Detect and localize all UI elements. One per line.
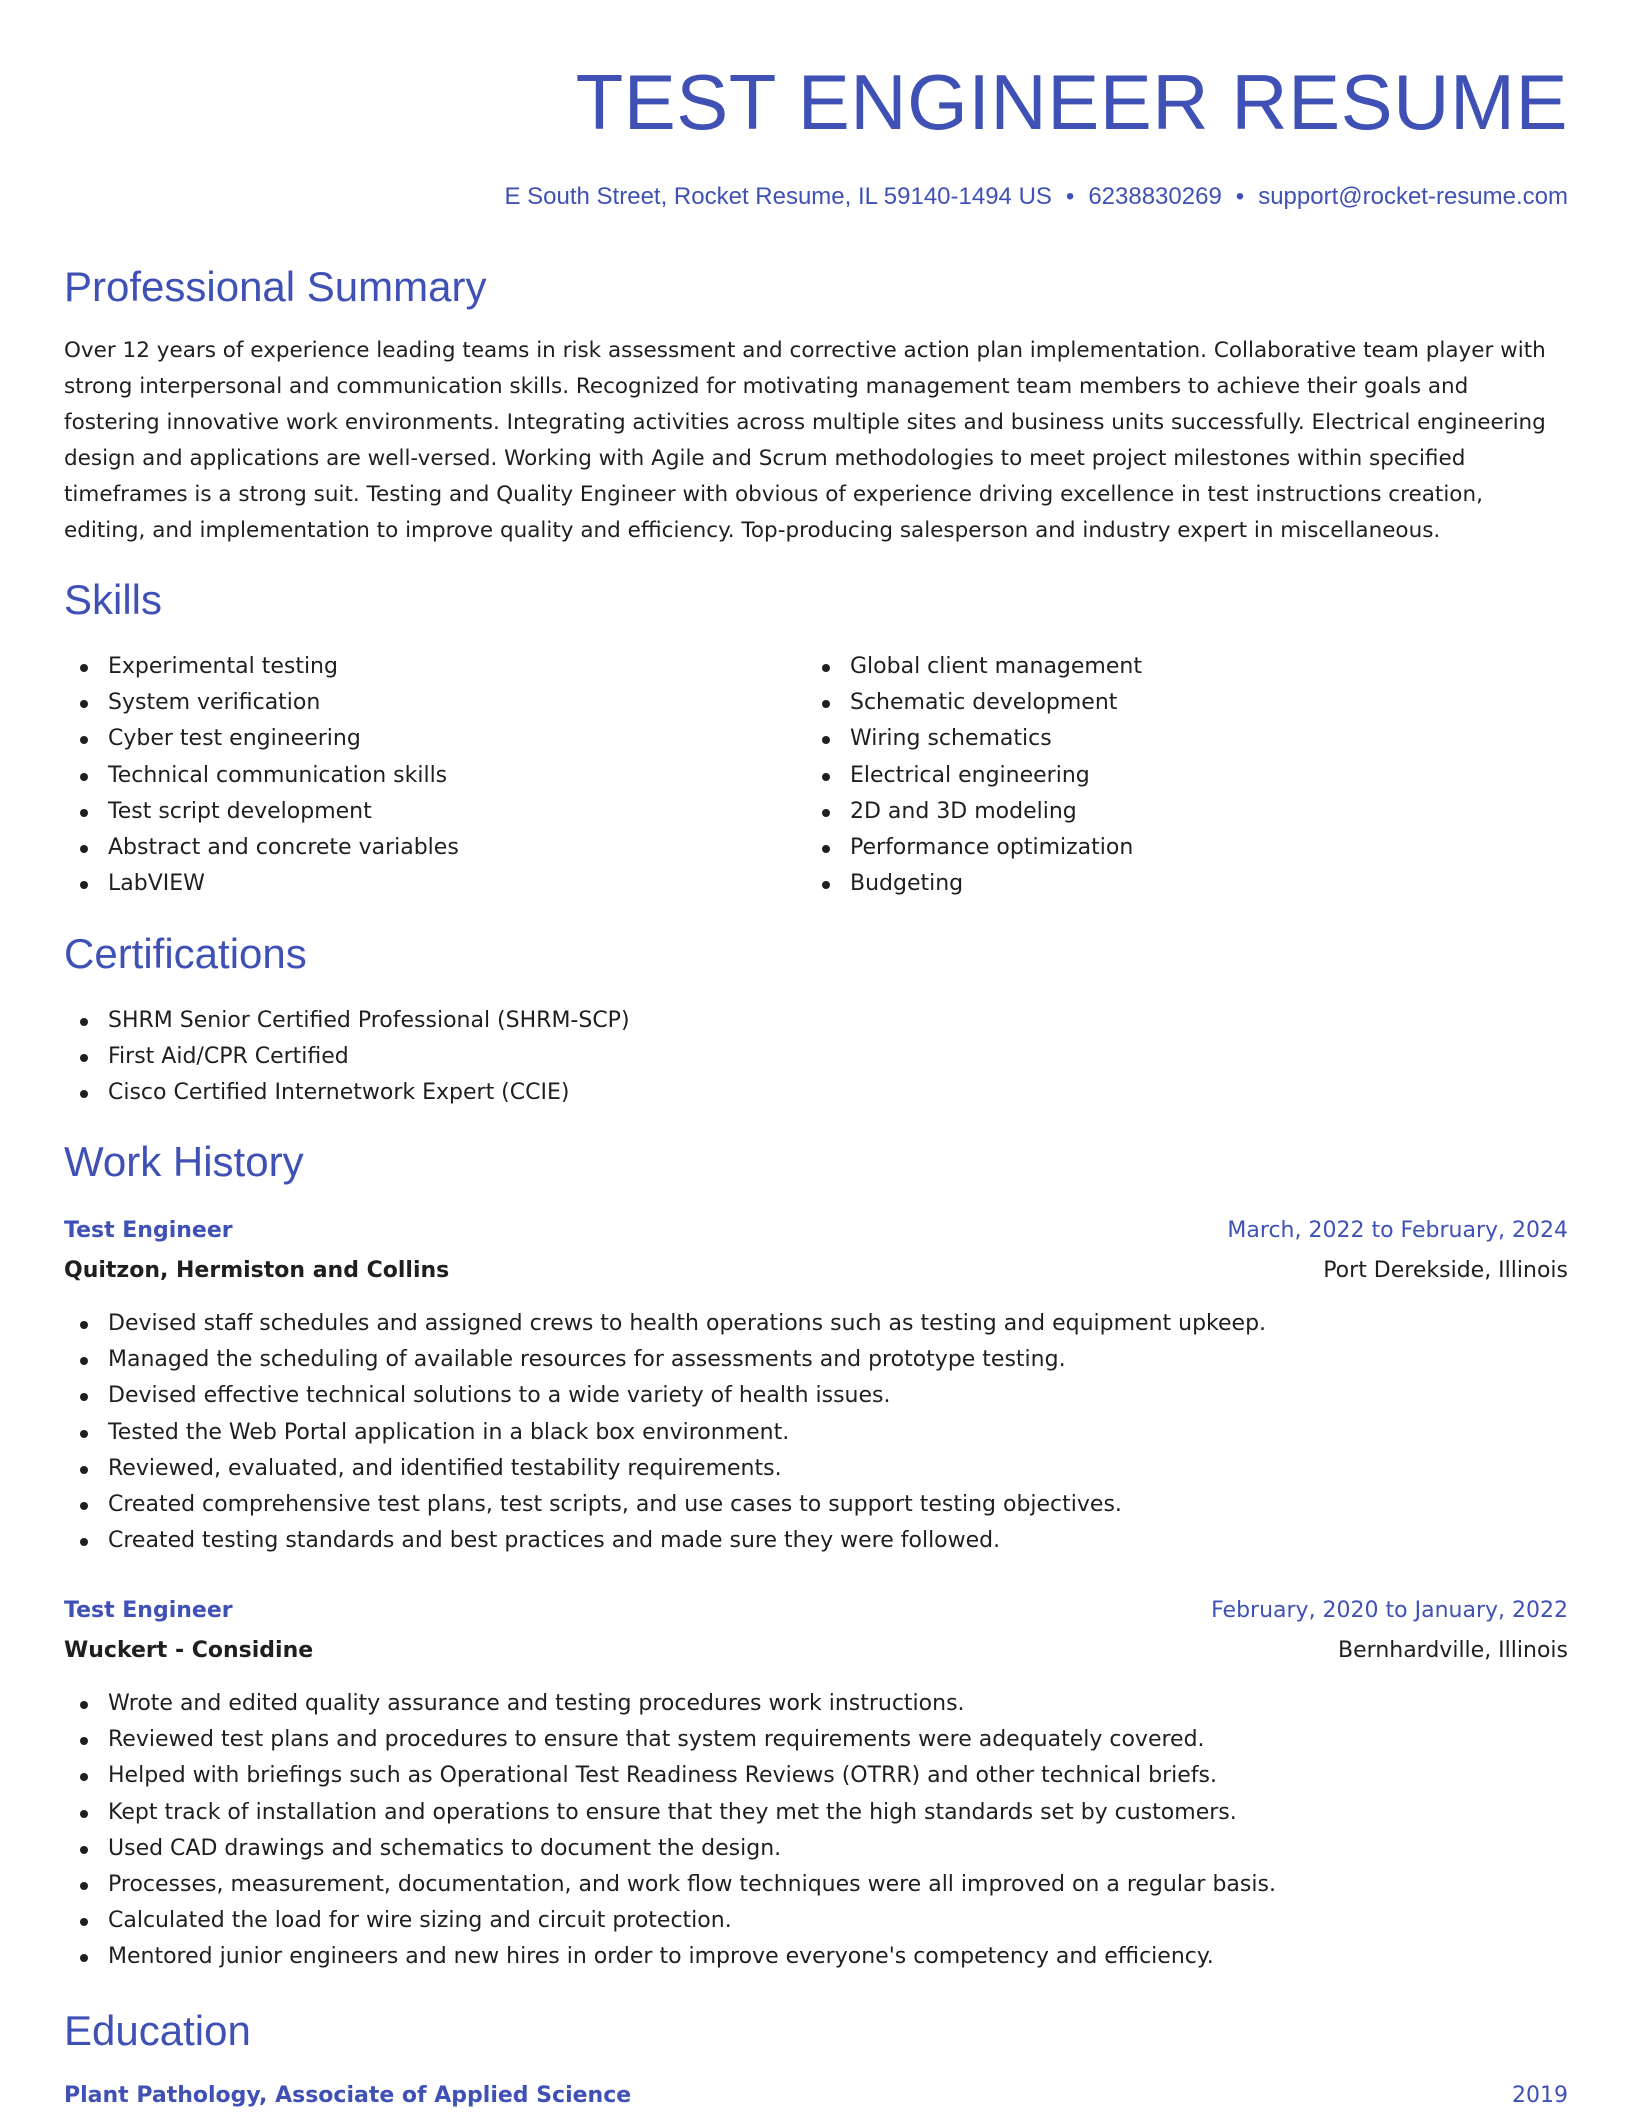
skill-item: Budgeting [806,866,1142,902]
skill-item: LabVIEW [64,866,459,902]
skills-list-right [806,649,1142,902]
job-title: Test Engineer [64,1598,233,1623]
skill-item: System verification [64,685,459,721]
education-heading: Education [64,2007,251,2054]
job-bullet: Mentored junior engineers and new hires in order to improve everyone's competency and efficiency. [64,1939,1276,1975]
skill-item: Wiring schematics [806,721,1142,757]
skill-item: Experimental testing [64,649,459,685]
skill-item: Cyber test engineering [64,721,459,757]
job-bullet: Wrote and edited quality assurance and testing procedures work instructions. [64,1686,1276,1722]
skills-list-left [64,649,459,902]
job-bullet: Created testing standards and best practices and made sure they were followed. [64,1523,1266,1559]
job-bullet: Reviewed test plans and procedures to ensure that system requirements were adequately covered. [64,1722,1276,1758]
job-company: Wuckert - Considine [64,1638,314,1663]
job-bullet: Processes, measurement, documentation, and work flow techniques were all improved on a regular basis. [64,1867,1276,1903]
contact-line [504,180,1568,214]
contact-separator: • [1235,183,1245,210]
skill-item: Performance optimization [806,830,1142,866]
job-bullet: Tested the Web Portal application in a black box environment. [64,1415,1266,1451]
resume-title: TEST ENGINEER RESUME [575,58,1568,146]
job-company: Quitzon, Hermiston and Collins [64,1258,450,1283]
skill-item: Abstract and concrete variables [64,830,459,866]
certifications-heading: Certifications [64,930,307,977]
skill-item: Global client management [806,649,1142,685]
job-employer-row [64,1253,1568,1289]
job-employer-row [64,1633,1568,1669]
job-header [64,1593,1568,1629]
summary-text: Over 12 years of experience leading teams in risk assessment and corrective action plan implementation. Collaborative team player with strong interpersonal and communication skills. Recognized for motivating management team members to achieve their goals and fostering innovative work environments. Integrating activities across multiple sites and business units successfully. Electrical engineering design and applications are well-versed. Working with Agile and Scrum methodologies to meet project milestones within specified timeframes is a strong suit. Testing and Quality Engineer with obvious of experience driving excellence in test instructions creation, editing, and implementation to improve quality and efficiency. Top-producing salesperson and industry expert in miscellaneous. [64,338,1546,543]
job-bullet: Managed the scheduling of available resources for assessments and prototype testing. [64,1342,1266,1378]
contact-separator: • [1065,183,1075,210]
job-bullet: Devised staff schedules and assigned crews to health operations such as testing and equipment upkeep. [64,1306,1266,1342]
skill-item: Test script development [64,794,459,830]
skill-item: Schematic development [806,685,1142,721]
skills-heading: Skills [64,576,163,623]
job-bullet: Devised effective technical solutions to a wide variety of health issues. [64,1378,1266,1414]
job-dates: February, 2020 to January, 2022 [1211,1598,1568,1623]
contact-email: support@rocket-resume.com [1258,183,1568,210]
job-bullets [64,1686,1276,1976]
job-bullets [64,1306,1266,1559]
job-bullet: Kept track of installation and operations to ensure that they met the high standards set by customers. [64,1795,1276,1831]
contact-phone: 6238830269 [1088,183,1222,210]
certification-item: SHRM Senior Certified Professional (SHRM-SCP) [64,1003,630,1039]
certification-item: Cisco Certified Internetwork Expert (CCIE) [64,1075,630,1111]
summary-heading: Professional Summary [64,263,487,310]
job-bullet: Helped with briefings such as Operational Test Readiness Reviews (OTRR) and other technical briefs. [64,1758,1276,1794]
job-bullet: Reviewed, evaluated, and identified testability requirements. [64,1451,1266,1487]
skill-item: Electrical engineering [806,758,1142,794]
skill-item: 2D and 3D modeling [806,794,1142,830]
job-location: Port Derekside, Illinois [1323,1258,1568,1283]
job-header [64,1213,1568,1249]
work-history-heading: Work History [64,1138,304,1185]
job-bullet: Calculated the load for wire sizing and circuit protection. [64,1903,1276,1939]
skill-item: Technical communication skills [64,758,459,794]
education-year: 2019 [1512,2083,1568,2108]
job-dates: March, 2022 to February, 2024 [1227,1218,1568,1243]
certifications-list [64,1003,630,1112]
job-bullet: Created comprehensive test plans, test scripts, and use cases to support testing objectives. [64,1487,1266,1523]
education-entry [64,2078,1568,2112]
contact-address: E South Street, Rocket Resume, IL 59140-1494 US [504,183,1052,210]
job-location: Bernhardville, Illinois [1338,1638,1568,1663]
education-degree: Plant Pathology, Associate of Applied Science [64,2083,632,2108]
job-title: Test Engineer [64,1218,233,1243]
certification-item: First Aid/CPR Certified [64,1039,630,1075]
job-bullet: Used CAD drawings and schematics to document the design. [64,1831,1276,1867]
